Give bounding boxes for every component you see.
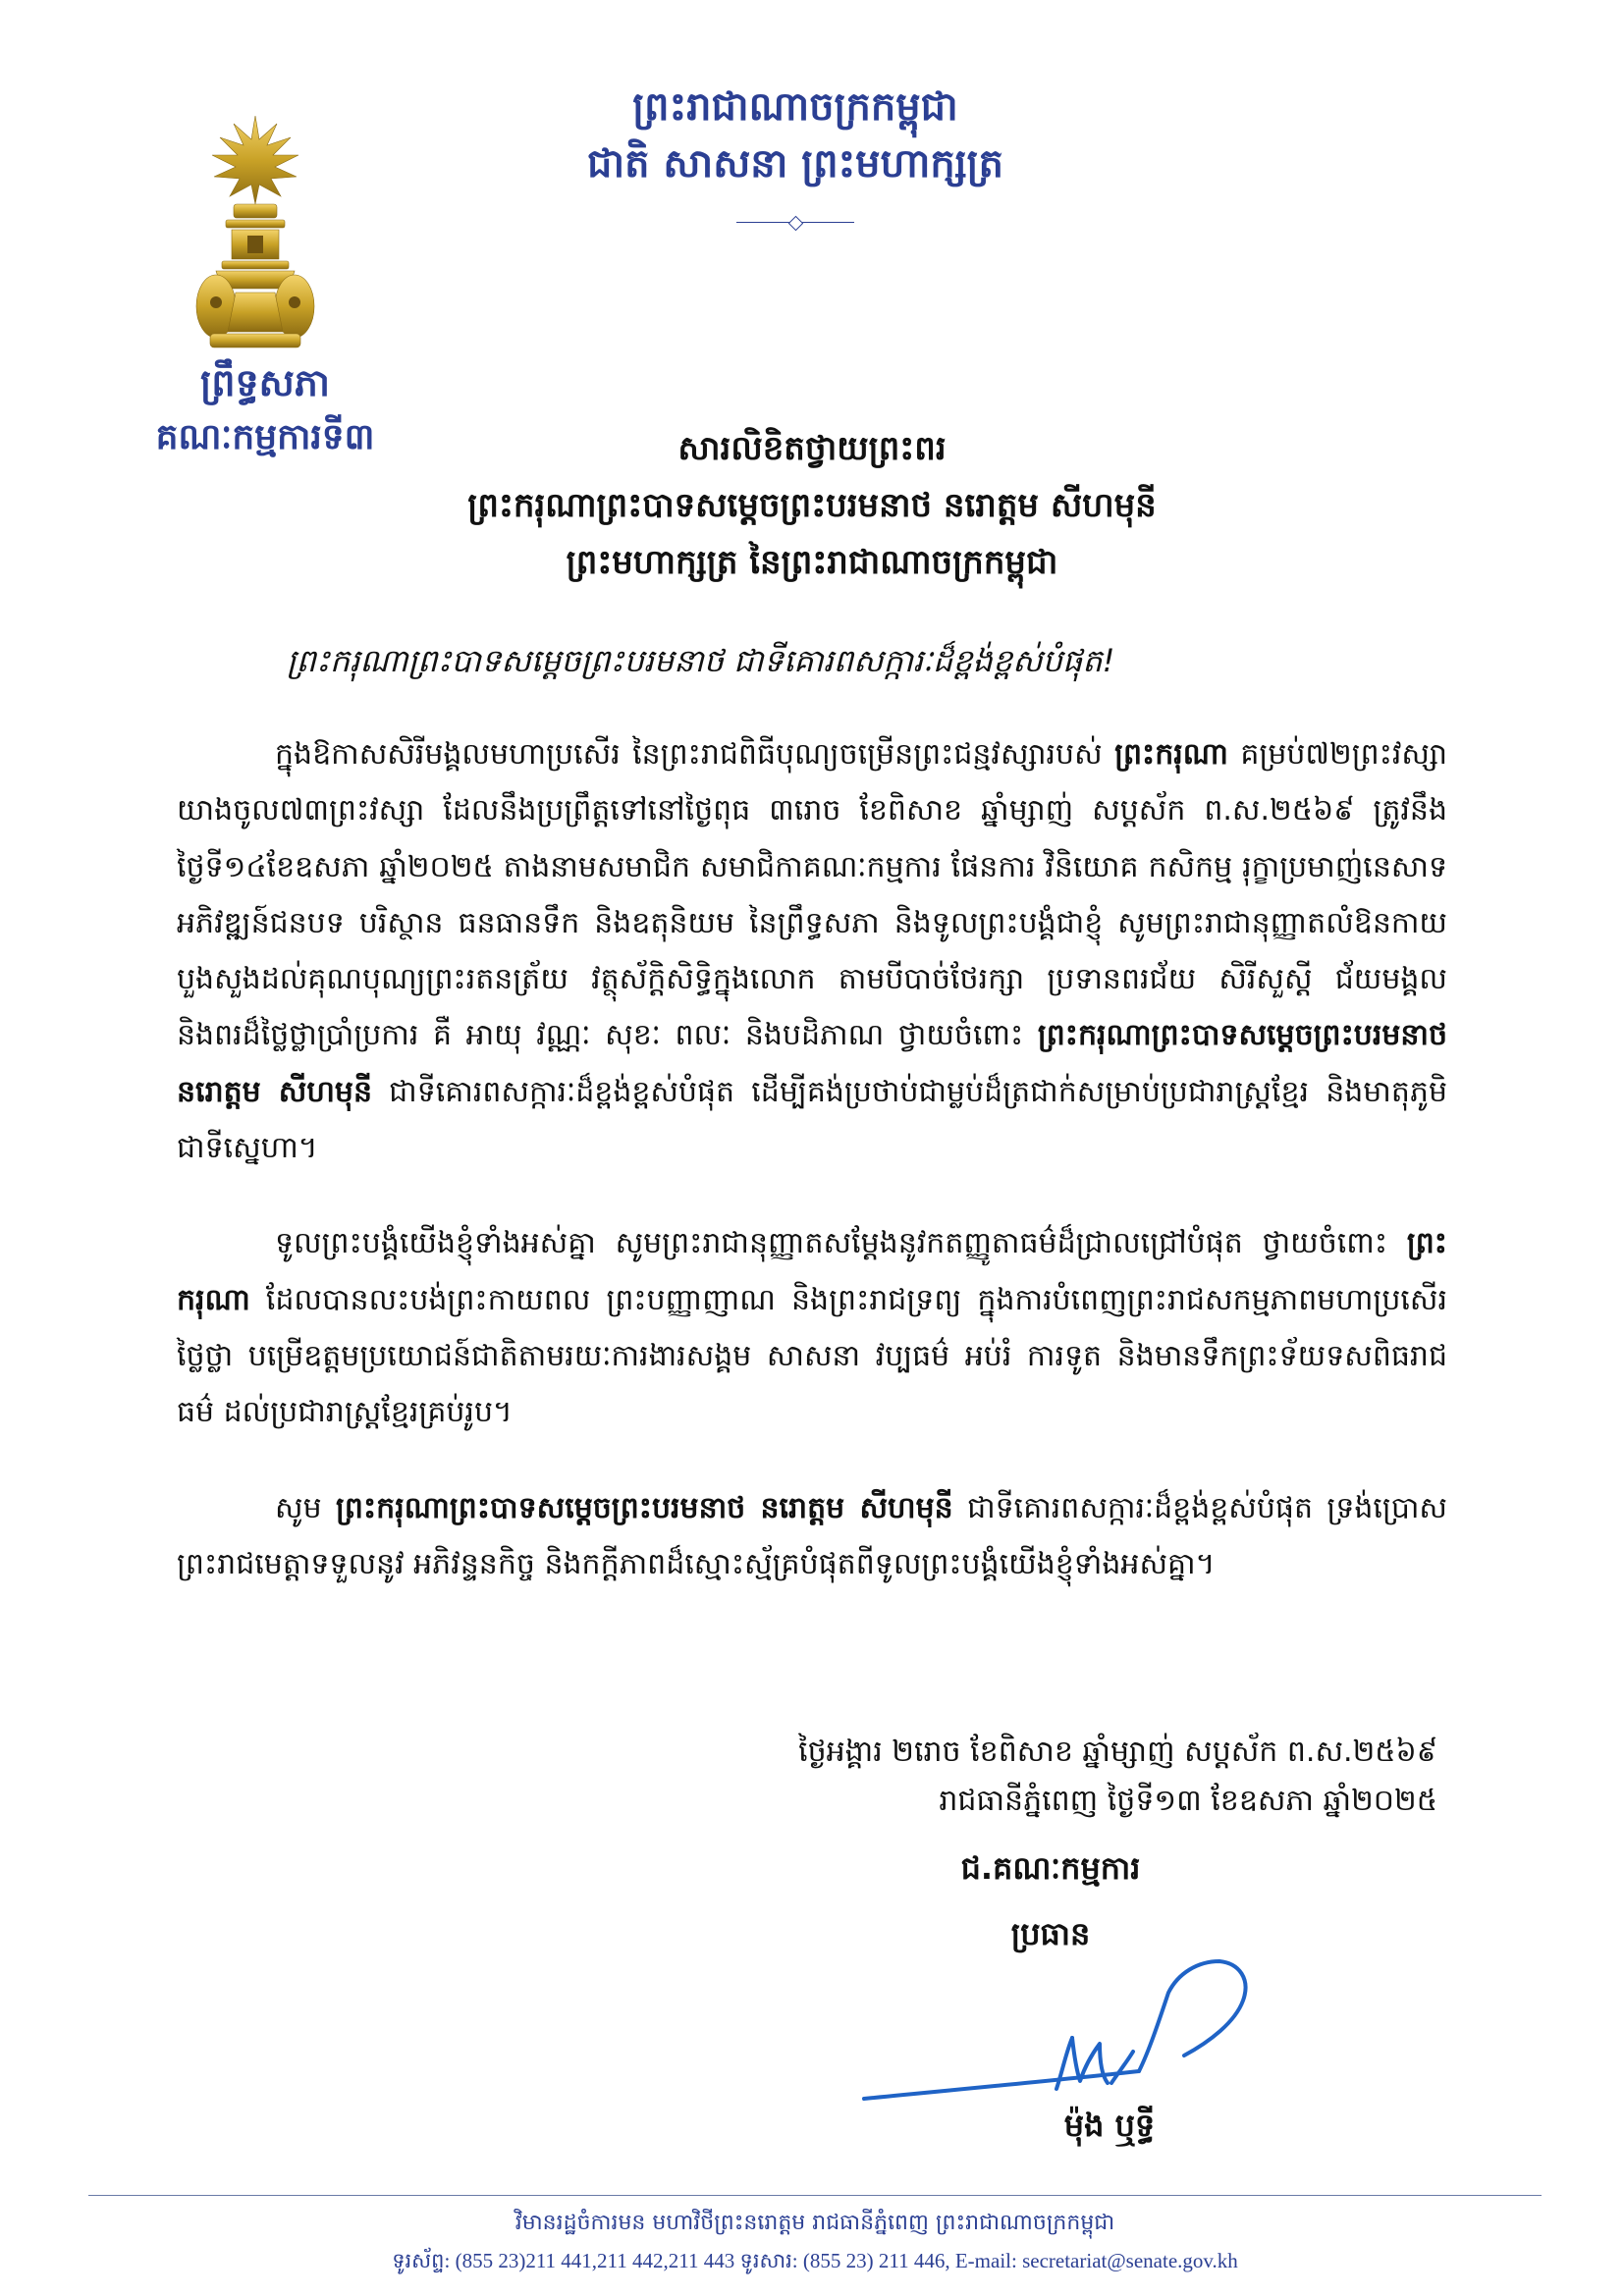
lunar-date: ថ្ងៃអង្គារ ២រោច ខែពិសាខ ឆ្នាំម្សាញ់ សប្តស័ក ព.ស.២៥៦៩ (798, 1735, 1437, 1769)
paragraph-1 (177, 726, 1447, 1176)
handwritten-signature (854, 1953, 1267, 2110)
letter-body (177, 726, 1447, 1631)
addressee-line: ព្រះករុណាព្រះបាទសម្តេចព្រះបរមនាថ នរោត្តម សីហមុនី (467, 486, 1157, 525)
institution-name: ព្រឹទ្ធសភា (200, 361, 330, 404)
salutation: ព្រះករុណាព្រះបាទសម្តេចព្រះបរមនាថ ជាទីគោរពសក្ការៈដ៏ខ្ពង់ខ្ពស់បំផុត! (287, 642, 1115, 679)
p1-text-a: ក្នុងឱកាសសិរីមង្គលមហាប្រសើរ នៃព្រះរាជពិធីបុណ្យចម្រើនព្រះជន្មវស្សារបស់ (275, 737, 1115, 772)
signer-role: ប្រធាន (1010, 1915, 1091, 1952)
p1-bold-king-name: ព្រះករុណាព្រះបាទសម្តេចព្រះបរមនាថ នរោត្តម សីហមុនី (177, 1018, 1447, 1109)
paragraph-3 (177, 1480, 1447, 1593)
letter-header (530, 79, 1060, 223)
royal-emblem-icon (187, 110, 324, 355)
p1-text-e: ជាទីគោរពសក្ការៈដ៏ខ្ពង់ខ្ពស់បំផុត ដើម្បីគង់ប្រថាប់ជាម្លប់ដ៏ត្រជាក់សម្រាប់ប្រជារាស្ត្រខ្មែរ និងមាតុភូមិជាទីស្នេហា។ (177, 1074, 1447, 1166)
paragraph-2 (177, 1215, 1447, 1440)
kingdom-name: ព្រះរាជាណាចក្រកម្ពុជា (632, 84, 958, 130)
p3-text-c: ជាទីគោរពសក្ការៈដ៏ខ្ពង់ខ្ពស់បំផុត ទ្រង់ប្រោសព្រះរាជមេត្តាទទួលនូវ អភិវន្ទនកិច្ច និងកក្តីភាពដ៏ស្មោះស្ម័គ្របំផុតពីទូលព្រះបង្គំយើងខ្ញុំទាំងអស់គ្នា។ (177, 1490, 1447, 1581)
commission-name: គណៈកម្មការទី៣ (155, 417, 375, 457)
p2-text-a: ទូលព្រះបង្គំយើងខ្ញុំទាំងអស់គ្នា សូមព្រះរាជានុញ្ញាតសម្តែងនូវកតញ្ញូតាធម៌ដ៏ជ្រាលជ្រៅបំផុត ថ្វាយចំពោះ (275, 1226, 1407, 1261)
header-divider (736, 222, 854, 223)
p1-bold-majesty: ព្រះករុណា (1114, 737, 1228, 772)
letter-title-block (196, 420, 1428, 591)
footer-address: វិមានរដ្ឋចំការមន មហាវិថីព្រះនរោត្តម រាជធានីភ្នំពេញ ព្រះរាជាណាចក្រកម្ពុជា (514, 2211, 1115, 2235)
p3-bold-king-name: ព្រះករុណាព្រះបាទសម្តេចព្រះបរមនាថ នរោត្តម សីហមុនី (336, 1490, 953, 1525)
addressee-subline: ព្រះមហាក្សត្រ នៃព្រះរាជាណាចក្រកម្ពុជា (566, 543, 1058, 582)
place-date: រាជធានីភ្នំពេញ ថ្ងៃទី១៣ ខែឧសភា ឆ្នាំ២០២៥ (939, 1784, 1437, 1818)
date-block (668, 1728, 1453, 1826)
signer-name: ម៉ុង ឬទ្ធី (1063, 2107, 1156, 2144)
document-title: សារលិខិតថ្វាយព្រះពរ (677, 429, 947, 468)
p2-text-c: ដែលបានលះបង់ព្រះកាយពល ព្រះបញ្ញាញាណ និងព្រះរាជទ្រព្យ ក្នុងការបំពេញព្រះរាជសកម្មភាពមហាប្រសើរថ្លៃថ្លា បម្រើឧត្តមប្រយោជន៍ជាតិតាមរយៈការងារសង្គម សាសនា វប្បធម៌ អប់រំ ការទូត និងមានទឹកព្រះទ័យទសពិធរាជធម៌ ដល់ប្រជារាស្ត្រខ្មែរគ្រប់រូប។ (177, 1282, 1447, 1430)
letter-footer (88, 2205, 1542, 2279)
on-behalf-of: ជ.គណៈកម្មការ (960, 1849, 1141, 1887)
p2-bold-majesty: ព្រះករុណា (177, 1226, 1447, 1317)
p1-text-c: គម្រប់៧២ព្រះវស្សា យាងចូល៧៣ព្រះវស្សា ដែលនឹងប្រព្រឹត្តទៅនៅថ្ងៃពុធ ៣រោច ខែពិសាខ ឆ្នាំម្សាញ់ សប្តស័ក ព.ស.២៥៦៩ ត្រូវនឹងថ្ងៃទី១៤ខែឧសភា ឆ្នាំ២០២៥ តាងនាមសមាជិក សមាជិកាគណៈកម្មការ ផែនការ វិនិយោគ កសិកម្ម រុក្ខាប្រមាញ់នេសាទ អភិវឌ្ឍន៍ជនបទ បរិស្ថាន ធនធានទឹក និងឧតុនិយម នៃព្រឹទ្ធសភា និងទូលព្រះបង្គំជាខ្ញុំ សូមព្រះរាជានុញ្ញាតលំឱនកាយ បួងសួងដល់គុណបុណ្យព្រះរតនត្រ័យ វត្ថុស័ក្តិសិទ្ធិក្នុងលោក តាមបីបាច់ថែរក្សា ប្រទានពរជ័យ សិរីសួស្តី ជ័យមង្គល និងពរដ៏ថ្លៃថ្លាប្រាំប្រការ គឺ អាយុ វណ្ណៈ សុខៈ ពលៈ និងបដិភាណ ថ្វាយចំពោះ (177, 737, 1447, 1053)
footer-contact: ទូរស័ព្ទ: (855 23)211 441,211 442,211 443 ទូរសារ: (855 23) 211 446, E-mail: secretariat@senate.gov.kh (392, 2249, 1238, 2272)
national-motto: ជាតិ សាសនា ព្រះមហាក្សត្រ (587, 141, 1003, 187)
p3-text-a: សូម (275, 1490, 336, 1525)
footer-divider (88, 2195, 1542, 2196)
